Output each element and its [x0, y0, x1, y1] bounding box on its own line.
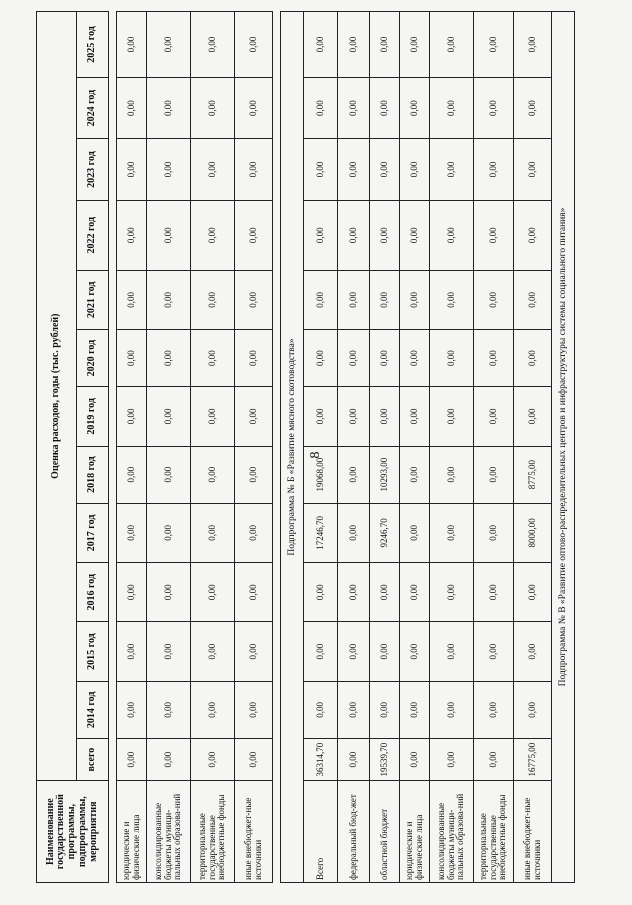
row-label: иные внебюджет-ные источники — [235, 781, 273, 883]
value-cell: 9246,70 — [370, 503, 400, 562]
value-cell: 0,00 — [191, 77, 235, 138]
value-cell: 0,00 — [474, 330, 514, 387]
value-cell: 0,00 — [430, 681, 474, 738]
value-cell: 0,00 — [191, 139, 235, 200]
value-cell: 0,00 — [235, 503, 273, 562]
value-cell: 0,00 — [147, 139, 191, 200]
value-cell: 0,00 — [117, 270, 147, 329]
value-cell: 0,00 — [191, 330, 235, 387]
value-cell: 0,00 — [430, 563, 474, 622]
budget-table-rotated — [36, 11, 606, 883]
value-cell: 0,00 — [235, 200, 273, 270]
row-label: консолидированные бюджеты муници-пальных образова-ний — [147, 781, 191, 883]
value-cell: 0,00 — [338, 387, 370, 446]
value-cell: 0,00 — [370, 200, 400, 270]
value-cell: 8775,00 — [514, 446, 552, 503]
row-label: территориальные государственные внебюджетные фонды — [474, 781, 514, 883]
spacer-row — [273, 12, 281, 883]
value-cell: 0,00 — [338, 622, 370, 681]
value-cell: 0,00 — [514, 270, 552, 329]
value-cell: 0,00 — [191, 622, 235, 681]
value-cell: 0,00 — [235, 77, 273, 138]
value-cell: 0,00 — [304, 387, 338, 446]
value-cell: 0,00 — [147, 622, 191, 681]
value-cell: 0,00 — [370, 270, 400, 329]
value-cell: 0,00 — [338, 77, 370, 138]
value-cell: 0,00 — [117, 622, 147, 681]
value-cell: 0,00 — [474, 270, 514, 329]
budget-table — [36, 11, 575, 883]
value-cell: 0,00 — [304, 139, 338, 200]
value-cell: 0,00 — [147, 330, 191, 387]
value-cell: 0,00 — [474, 12, 514, 78]
value-cell: 0,00 — [370, 387, 400, 446]
value-cell: 0,00 — [514, 563, 552, 622]
value-cell: 0,00 — [338, 738, 370, 780]
value-cell: 0,00 — [191, 12, 235, 78]
value-cell: 0,00 — [191, 503, 235, 562]
value-cell: 36314,70 — [304, 738, 338, 780]
value-cell: 0,00 — [514, 200, 552, 270]
value-cell: 0,00 — [338, 446, 370, 503]
header-estimate: Оценка расходов, годы (тыс. рублей) — [37, 12, 77, 781]
value-cell: 0,00 — [338, 139, 370, 200]
value-cell: 0,00 — [474, 622, 514, 681]
value-cell: 0,00 — [147, 12, 191, 78]
value-cell: 0,00 — [235, 387, 273, 446]
value-cell: 0,00 — [117, 738, 147, 780]
value-cell: 0,00 — [338, 330, 370, 387]
value-cell: 0,00 — [514, 12, 552, 78]
table-row — [514, 12, 552, 883]
value-cell: 0,00 — [117, 77, 147, 138]
value-cell: 0,00 — [400, 270, 430, 329]
value-cell: 0,00 — [400, 681, 430, 738]
value-cell: 0,00 — [514, 622, 552, 681]
value-cell: 0,00 — [430, 446, 474, 503]
value-cell: 16775,00 — [514, 738, 552, 780]
value-cell: 0,00 — [235, 446, 273, 503]
value-cell: 0,00 — [338, 270, 370, 329]
value-cell: 0,00 — [338, 12, 370, 78]
table-row — [117, 12, 147, 883]
value-cell: 0,00 — [430, 200, 474, 270]
value-cell: 0,00 — [147, 387, 191, 446]
value-cell: 0,00 — [400, 139, 430, 200]
value-cell: 0,00 — [474, 77, 514, 138]
value-cell: 19539,70 — [370, 738, 400, 780]
section-row — [552, 12, 575, 883]
value-cell: 0,00 — [400, 446, 430, 503]
header-col-3: 2016 год — [77, 563, 109, 622]
header-col-2: 2015 год — [77, 622, 109, 681]
row-label: консолидированные бюджеты муници-пальных образова-ний — [430, 781, 474, 883]
value-cell: 0,00 — [370, 563, 400, 622]
header-name-column: Наименование государственной программы, подпрограммы, мероприятия — [37, 781, 109, 883]
value-cell: 0,00 — [304, 77, 338, 138]
value-cell: 0,00 — [191, 200, 235, 270]
value-cell: 0,00 — [400, 738, 430, 780]
value-cell: 0,00 — [430, 12, 474, 78]
value-cell: 0,00 — [304, 563, 338, 622]
value-cell: 0,00 — [430, 503, 474, 562]
header-col-10: 2023 год — [77, 139, 109, 200]
table-row — [474, 12, 514, 883]
value-cell: 0,00 — [117, 446, 147, 503]
value-cell: 0,00 — [430, 139, 474, 200]
value-cell: 0,00 — [514, 330, 552, 387]
value-cell: 0,00 — [474, 738, 514, 780]
value-cell: 0,00 — [117, 330, 147, 387]
value-cell: 0,00 — [147, 503, 191, 562]
value-cell: 0,00 — [191, 738, 235, 780]
value-cell: 0,00 — [117, 563, 147, 622]
spacer-row — [109, 12, 117, 883]
header-col-5: 2018 год — [77, 446, 109, 503]
value-cell: 0,00 — [370, 622, 400, 681]
value-cell: 0,00 — [400, 503, 430, 562]
row-label: Всего — [304, 781, 338, 883]
value-cell: 0,00 — [147, 738, 191, 780]
value-cell: 0,00 — [235, 270, 273, 329]
value-cell: 0,00 — [147, 270, 191, 329]
value-cell: 0,00 — [400, 330, 430, 387]
header-col-7: 2020 год — [77, 330, 109, 387]
value-cell: 19068,00 — [304, 446, 338, 503]
section-row — [281, 12, 304, 883]
value-cell: 0,00 — [235, 563, 273, 622]
value-cell: 0,00 — [304, 270, 338, 329]
value-cell: 0,00 — [514, 77, 552, 138]
value-cell: 0,00 — [474, 139, 514, 200]
value-cell: 0,00 — [514, 681, 552, 738]
page-number: 8 — [308, 451, 323, 459]
value-cell: 0,00 — [430, 77, 474, 138]
row-label: юридические и физические лица — [400, 781, 430, 883]
value-cell: 0,00 — [117, 387, 147, 446]
value-cell: 0,00 — [191, 681, 235, 738]
value-cell: 0,00 — [514, 139, 552, 200]
value-cell: 0,00 — [147, 563, 191, 622]
row-label: федеральный бюд-жет — [338, 781, 370, 883]
subprogram-title: Подпрограмма № Б «Развитие мясного скотоводства» — [281, 12, 304, 883]
table-row — [147, 12, 191, 883]
value-cell: 0,00 — [147, 446, 191, 503]
table-row — [235, 12, 273, 883]
header-col-11: 2024 год — [77, 77, 109, 138]
value-cell: 0,00 — [304, 12, 338, 78]
value-cell: 0,00 — [338, 681, 370, 738]
value-cell: 10293,00 — [370, 446, 400, 503]
value-cell: 0,00 — [370, 12, 400, 78]
value-cell: 8000,00 — [514, 503, 552, 562]
value-cell: 0,00 — [338, 200, 370, 270]
header-col-1: 2014 год — [77, 681, 109, 738]
value-cell: 0,00 — [370, 77, 400, 138]
value-cell: 0,00 — [400, 563, 430, 622]
value-cell: 0,00 — [235, 738, 273, 780]
value-cell: 0,00 — [400, 200, 430, 270]
header-col-0: всего — [77, 738, 109, 780]
header-col-12: 2025 год — [77, 12, 109, 78]
value-cell: 0,00 — [304, 200, 338, 270]
value-cell: 0,00 — [338, 503, 370, 562]
value-cell: 0,00 — [430, 738, 474, 780]
value-cell: 0,00 — [191, 446, 235, 503]
table-row — [304, 12, 338, 883]
value-cell: 0,00 — [235, 139, 273, 200]
value-cell: 0,00 — [117, 200, 147, 270]
value-cell: 0,00 — [430, 270, 474, 329]
value-cell: 0,00 — [370, 681, 400, 738]
value-cell: 0,00 — [235, 681, 273, 738]
subprogram-title: Подпрограмма № В «Развитие оптово-распределительных центров и инфраструктуры системы социального питания» — [552, 12, 575, 883]
value-cell: 0,00 — [474, 446, 514, 503]
value-cell: 0,00 — [147, 681, 191, 738]
value-cell: 0,00 — [304, 622, 338, 681]
row-label: территориальные государственные внебюджетные фонды — [191, 781, 235, 883]
header-col-4: 2017 год — [77, 503, 109, 562]
value-cell: 0,00 — [304, 330, 338, 387]
value-cell: 0,00 — [191, 387, 235, 446]
value-cell: 0,00 — [474, 200, 514, 270]
value-cell: 0,00 — [514, 387, 552, 446]
header-col-8: 2021 год — [77, 270, 109, 329]
value-cell: 0,00 — [400, 622, 430, 681]
value-cell: 0,00 — [430, 330, 474, 387]
table-row — [430, 12, 474, 883]
value-cell: 0,00 — [430, 622, 474, 681]
value-cell: 0,00 — [117, 139, 147, 200]
row-label: областной бюджет — [370, 781, 400, 883]
value-cell: 0,00 — [147, 77, 191, 138]
value-cell: 0,00 — [304, 681, 338, 738]
value-cell: 0,00 — [191, 563, 235, 622]
header-col-6: 2019 год — [77, 387, 109, 446]
value-cell: 0,00 — [147, 200, 191, 270]
value-cell: 0,00 — [430, 387, 474, 446]
value-cell: 0,00 — [235, 622, 273, 681]
value-cell: 0,00 — [474, 563, 514, 622]
value-cell: 0,00 — [370, 139, 400, 200]
table-row — [370, 12, 400, 883]
header-col-9: 2022 год — [77, 200, 109, 270]
value-cell: 0,00 — [338, 563, 370, 622]
value-cell: 0,00 — [117, 503, 147, 562]
row-label: иные внебюджет-ные источники — [514, 781, 552, 883]
value-cell: 0,00 — [400, 387, 430, 446]
value-cell: 0,00 — [117, 681, 147, 738]
table-row — [400, 12, 430, 883]
value-cell: 0,00 — [235, 330, 273, 387]
table-row — [191, 12, 235, 883]
row-label: юридические и физические лица — [117, 781, 147, 883]
value-cell: 0,00 — [235, 12, 273, 78]
value-cell: 0,00 — [400, 12, 430, 78]
value-cell: 0,00 — [474, 387, 514, 446]
value-cell: 0,00 — [474, 503, 514, 562]
value-cell: 0,00 — [400, 77, 430, 138]
value-cell: 0,00 — [474, 681, 514, 738]
value-cell: 0,00 — [191, 270, 235, 329]
table-row — [338, 12, 370, 883]
value-cell: 17246,70 — [304, 503, 338, 562]
value-cell: 0,00 — [117, 12, 147, 78]
value-cell: 0,00 — [370, 330, 400, 387]
